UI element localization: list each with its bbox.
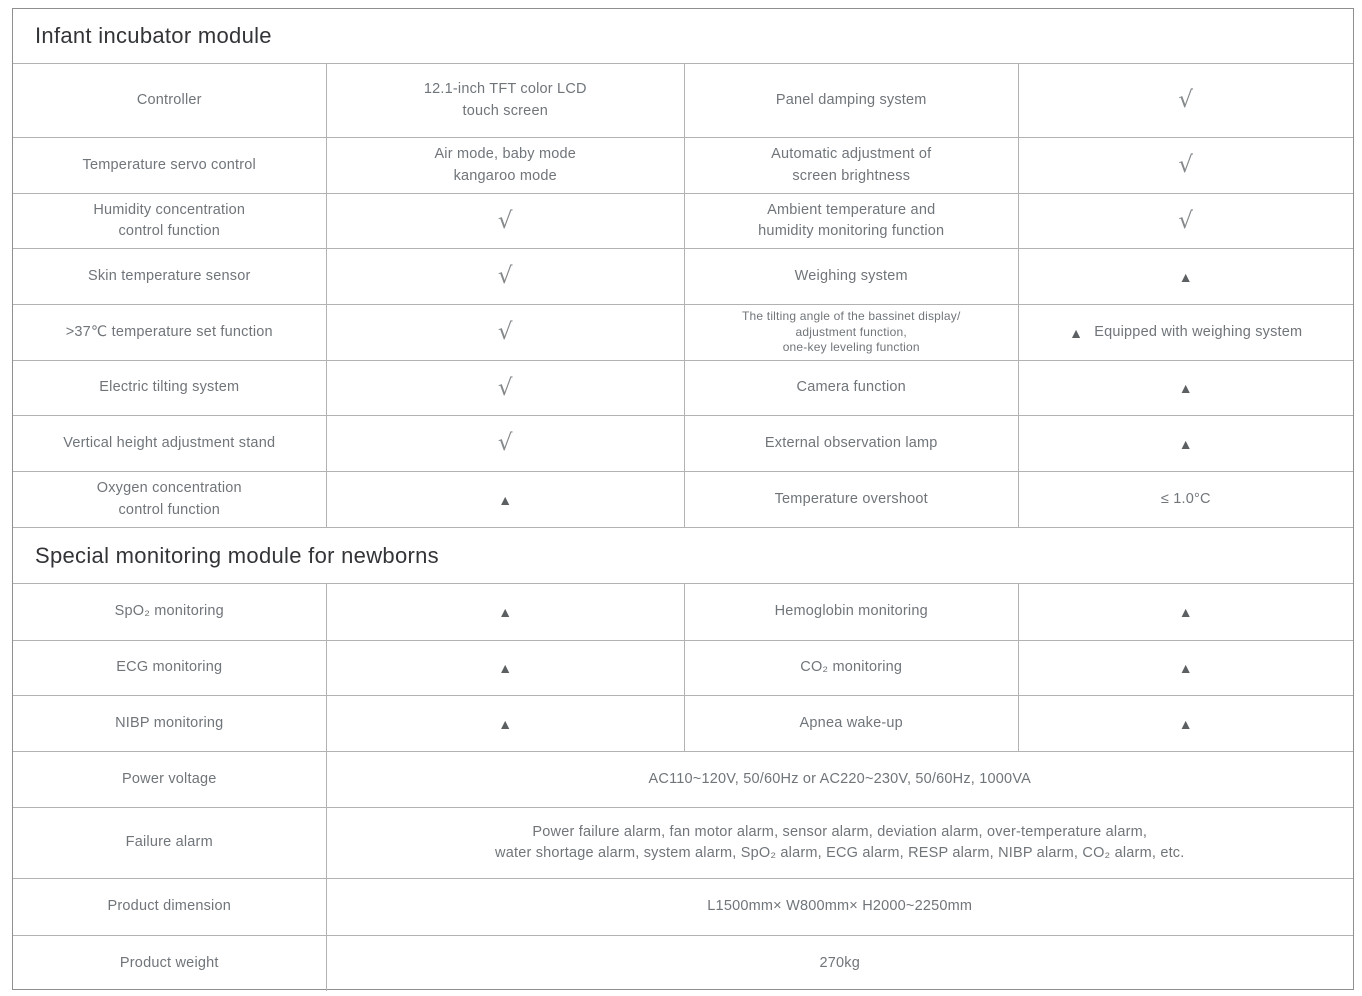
feature-value: Air mode, baby mode — [434, 146, 577, 163]
feature-value-cell — [1018, 194, 1354, 248]
feature-label-cell — [684, 305, 1018, 360]
check-icon: √ — [497, 319, 513, 345]
feature-label: Hemoglobin monitoring — [774, 603, 928, 620]
feature-label: ECG monitoring — [116, 659, 223, 676]
spec-table — [12, 8, 1354, 990]
feature-label-cell — [684, 472, 1018, 527]
feature-label: CO₂ monitoring — [800, 659, 903, 676]
feature-value-cell — [1018, 64, 1354, 137]
table-row — [13, 137, 1353, 193]
feature-label: The tilting angle of the bassinet display/ — [741, 308, 961, 323]
feature-label: Camera function — [796, 379, 906, 396]
check-icon: √ — [497, 374, 513, 401]
table-row — [13, 304, 1353, 360]
feature-value-cell — [1018, 249, 1354, 304]
section-title: Special monitoring module for newborns — [35, 542, 439, 568]
table-row — [13, 935, 1353, 991]
feature-value-cell — [326, 194, 684, 248]
table-row — [13, 640, 1353, 695]
feature-value-cell — [326, 936, 1353, 991]
feature-label: Weighing system — [794, 267, 908, 284]
feature-label: NIBP monitoring — [115, 714, 224, 731]
feature-value-cell — [326, 879, 1353, 935]
feature-label: Skin temperature sensor — [87, 267, 251, 284]
feature-label: Controller — [136, 91, 202, 108]
check-icon: √ — [497, 207, 513, 234]
table-row — [13, 360, 1353, 415]
feature-label: Temperature overshoot — [774, 490, 928, 507]
feature-label: Panel damping system — [775, 91, 927, 108]
feature-label-cell — [13, 472, 326, 527]
feature-value-cell — [326, 138, 684, 193]
feature-value-cell — [326, 641, 684, 695]
feature-label: Product dimension — [107, 898, 232, 915]
feature-label-cell — [13, 64, 326, 137]
table-row — [13, 751, 1353, 807]
table-row — [13, 583, 1353, 640]
feature-value-cell — [1018, 138, 1354, 193]
feature-value: 12.1-inch TFT color LCD — [423, 81, 587, 98]
feature-label-cell — [684, 416, 1018, 471]
feature-label: Vertical height adjustment stand — [63, 434, 276, 451]
feature-label-cell — [684, 64, 1018, 137]
feature-label-cell — [13, 194, 326, 248]
weighing-system-legend — [1018, 305, 1354, 360]
feature-value: L1500mm× W800mm× H2000~2250mm — [707, 898, 973, 915]
section-header-row — [13, 527, 1353, 583]
feature-value-cell — [326, 305, 684, 360]
feature-label-cell — [684, 194, 1018, 248]
check-icon: √ — [497, 263, 513, 289]
feature-label-cell — [684, 138, 1018, 193]
feature-label-cell — [13, 138, 326, 193]
feature-label-cell — [684, 641, 1018, 695]
feature-value-cell — [1018, 361, 1354, 415]
feature-value-cell — [326, 361, 684, 415]
feature-value: AC110~120V, 50/60Hz or AC220~230V, 50/60Hz, 1000VA — [648, 770, 1031, 787]
check-icon: √ — [1178, 207, 1194, 234]
table-row — [13, 695, 1353, 751]
feature-value-cell — [1018, 472, 1354, 527]
feature-label-cell — [13, 305, 326, 360]
feature-label: Electric tilting system — [99, 379, 240, 396]
triangle-icon: ▲ — [498, 660, 513, 676]
feature-label-cell — [684, 584, 1018, 640]
feature-label-cell — [684, 361, 1018, 415]
triangle-icon: ▲ — [498, 604, 513, 620]
feature-label-cell — [13, 361, 326, 415]
feature-value-cell — [1018, 696, 1354, 751]
triangle-icon: ▲ — [498, 491, 513, 508]
triangle-icon: ▲ — [1178, 660, 1193, 676]
feature-label: External observation lamp — [764, 434, 938, 451]
feature-value-cell — [326, 696, 684, 751]
table-row — [13, 63, 1353, 137]
feature-label: >37℃ temperature set function — [65, 323, 273, 340]
feature-label-cell — [13, 249, 326, 304]
feature-value: ≤ 1.0°C — [1160, 490, 1211, 507]
feature-label-cell — [13, 879, 326, 935]
triangle-icon: ▲ — [1178, 380, 1193, 396]
check-icon: √ — [1178, 152, 1194, 178]
triangle-icon: ▲ — [1069, 324, 1084, 341]
table-row — [13, 415, 1353, 471]
feature-value-cell — [326, 416, 684, 471]
feature-value-cell — [1018, 584, 1354, 640]
table-row — [13, 878, 1353, 935]
feature-label: Failure alarm — [125, 834, 213, 851]
feature-label: Product weight — [119, 954, 219, 971]
feature-label: adjustment function, — [795, 324, 907, 339]
feature-label: Ambient temperature and — [767, 201, 936, 218]
feature-value-cell — [1018, 641, 1354, 695]
feature-label: humidity monitoring function — [758, 223, 945, 239]
feature-value: 270kg — [819, 954, 861, 971]
feature-value-cell — [326, 752, 1353, 807]
feature-label: Apnea wake-up — [799, 714, 903, 731]
feature-label-cell — [13, 584, 326, 640]
feature-value-cell — [326, 472, 684, 527]
feature-label: control function — [118, 501, 221, 518]
triangle-icon: ▲ — [1178, 604, 1193, 620]
feature-value-cell — [1018, 416, 1354, 471]
table-row — [13, 193, 1353, 248]
feature-value-cell — [326, 249, 684, 304]
triangle-icon: ▲ — [1178, 268, 1193, 285]
legend-text: Equipped with weighing system — [1094, 323, 1303, 340]
feature-value: touch screen — [462, 102, 548, 119]
feature-label-cell — [13, 752, 326, 807]
section-header-row — [13, 9, 1353, 63]
check-icon: √ — [1178, 87, 1194, 113]
triangle-icon: ▲ — [1178, 435, 1193, 452]
table-row — [13, 248, 1353, 304]
feature-label: Oxygen concentration — [96, 480, 242, 497]
feature-value: kangaroo mode — [453, 167, 557, 184]
feature-label: Power voltage — [122, 770, 217, 787]
feature-label: one-key leveling function — [782, 340, 920, 355]
triangle-icon: ▲ — [498, 715, 513, 732]
triangle-icon: ▲ — [1178, 715, 1193, 732]
feature-label: SpO₂ monitoring — [114, 603, 224, 620]
feature-label-cell — [13, 936, 326, 991]
feature-label: screen brightness — [792, 167, 911, 184]
feature-label-cell — [13, 696, 326, 751]
section-title: Infant incubator module — [35, 23, 272, 48]
feature-value-cell — [326, 64, 684, 137]
feature-label-cell — [684, 249, 1018, 304]
feature-label-cell — [13, 641, 326, 695]
table-row — [13, 807, 1353, 878]
check-icon: √ — [497, 430, 513, 456]
feature-label: Temperature servo control — [82, 156, 256, 173]
feature-label: Automatic adjustment of — [771, 146, 932, 163]
feature-label: control function — [118, 223, 221, 239]
feature-value: Power failure alarm, fan motor alarm, sensor alarm, deviation alarm, over-temperature alarm, — [532, 823, 1148, 840]
feature-value-cell — [326, 808, 1353, 878]
feature-label: Humidity concentration — [93, 201, 246, 218]
feature-value: water shortage alarm, system alarm, SpO₂ alarm, ECG alarm, RESP alarm, NIBP alarm, CO₂ alarm, etc. — [495, 845, 1185, 861]
feature-label-cell — [684, 696, 1018, 751]
feature-label-cell — [13, 808, 326, 878]
table-row — [13, 471, 1353, 527]
feature-value-cell — [326, 584, 684, 640]
feature-label-cell — [13, 416, 326, 471]
